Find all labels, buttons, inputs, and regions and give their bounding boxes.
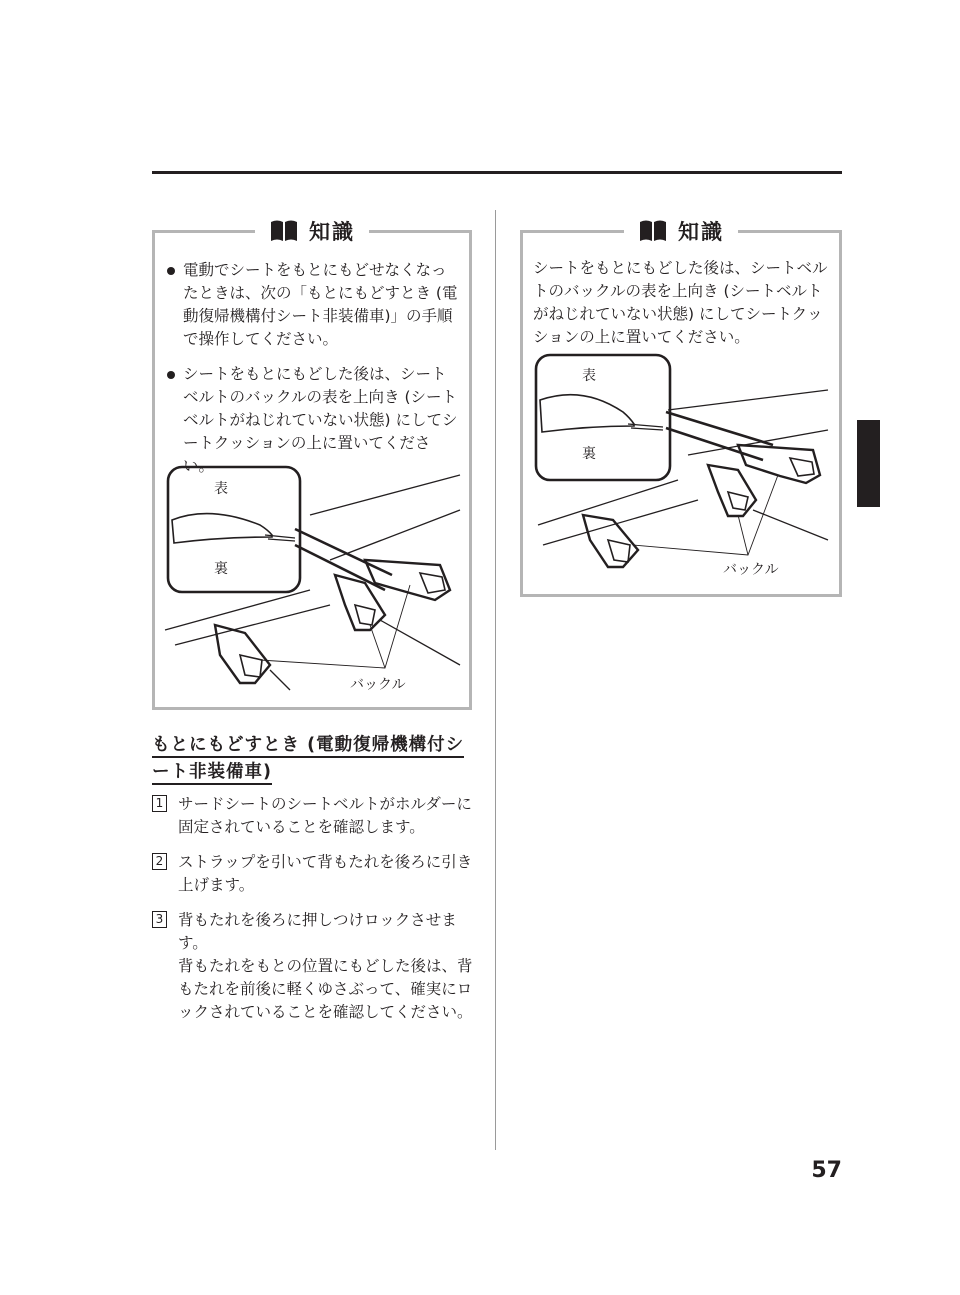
info-bullet-list [167, 259, 459, 490]
step-note [152, 955, 477, 1024]
label-buckle: バックル [350, 677, 406, 693]
step-number: 1 [152, 795, 167, 812]
page-number: 57 [811, 1158, 842, 1183]
section-heading-text: もとにもどすとき (電動復帰機構付シート非装備車) [152, 735, 464, 785]
bullet-dot-icon [167, 267, 175, 275]
bullet-text: 電動でシートをもとにもどせなくなったときは、次の「もとにもどすとき (電動復帰機構付シート非装備車)」の手順で操作してください。 [183, 261, 458, 348]
open-book-icon [638, 218, 668, 244]
top-rule [152, 171, 842, 174]
info-box-title: 知識 [678, 220, 724, 244]
step-text: ストラップを引いて背もたれを後ろに引き上げます。 [178, 853, 473, 894]
column-divider [495, 210, 496, 1150]
step-text: サードシートのシートベルトがホルダーに固定されていることを確認します。 [178, 795, 472, 836]
section-heading [152, 732, 474, 786]
bullet-dot-icon [167, 371, 175, 379]
bullet-text: シートをもとにもどした後は、シートベルトのバックルの表を上向き (シートベルトがねじれていない状態) にしてシートクッションの上に置いてください。 [183, 365, 458, 475]
label-buckle: バックル [723, 562, 779, 578]
label-back: 裏 [582, 446, 596, 462]
step-item [152, 793, 477, 839]
info-box-header [523, 213, 839, 249]
label-front: 表 [214, 481, 228, 497]
step-note-text: 背もたれをもとの位置にもどした後は、背もたれを前後に軽くゆさぶって、確実にロックされていることを確認してください。 [178, 957, 473, 1021]
info-box-title: 知識 [309, 220, 355, 244]
procedure-steps [152, 793, 477, 1036]
label-front: 表 [582, 368, 596, 384]
open-book-icon [269, 218, 299, 244]
info-bullet [167, 363, 459, 478]
seatbelt-buckle-illustration [160, 465, 465, 700]
label-back: 裏 [214, 561, 228, 577]
info-box-text: シートをもとにもどした後は、シートベルトのバックルの表を上向き (シートベルトがねじれていない状態) にしてシートクッションの上に置いてください。 [533, 259, 828, 346]
step-number: 3 [152, 911, 167, 928]
step-item [152, 851, 477, 897]
step-number: 2 [152, 853, 167, 870]
info-bullet [167, 259, 459, 351]
step-text: 背もたれを後ろに押しつけロックさせます。 [178, 911, 457, 952]
info-box-header [155, 213, 469, 249]
seatbelt-buckle-illustration [528, 350, 836, 590]
step-item [152, 909, 477, 955]
section-thumb-tab [857, 420, 880, 507]
